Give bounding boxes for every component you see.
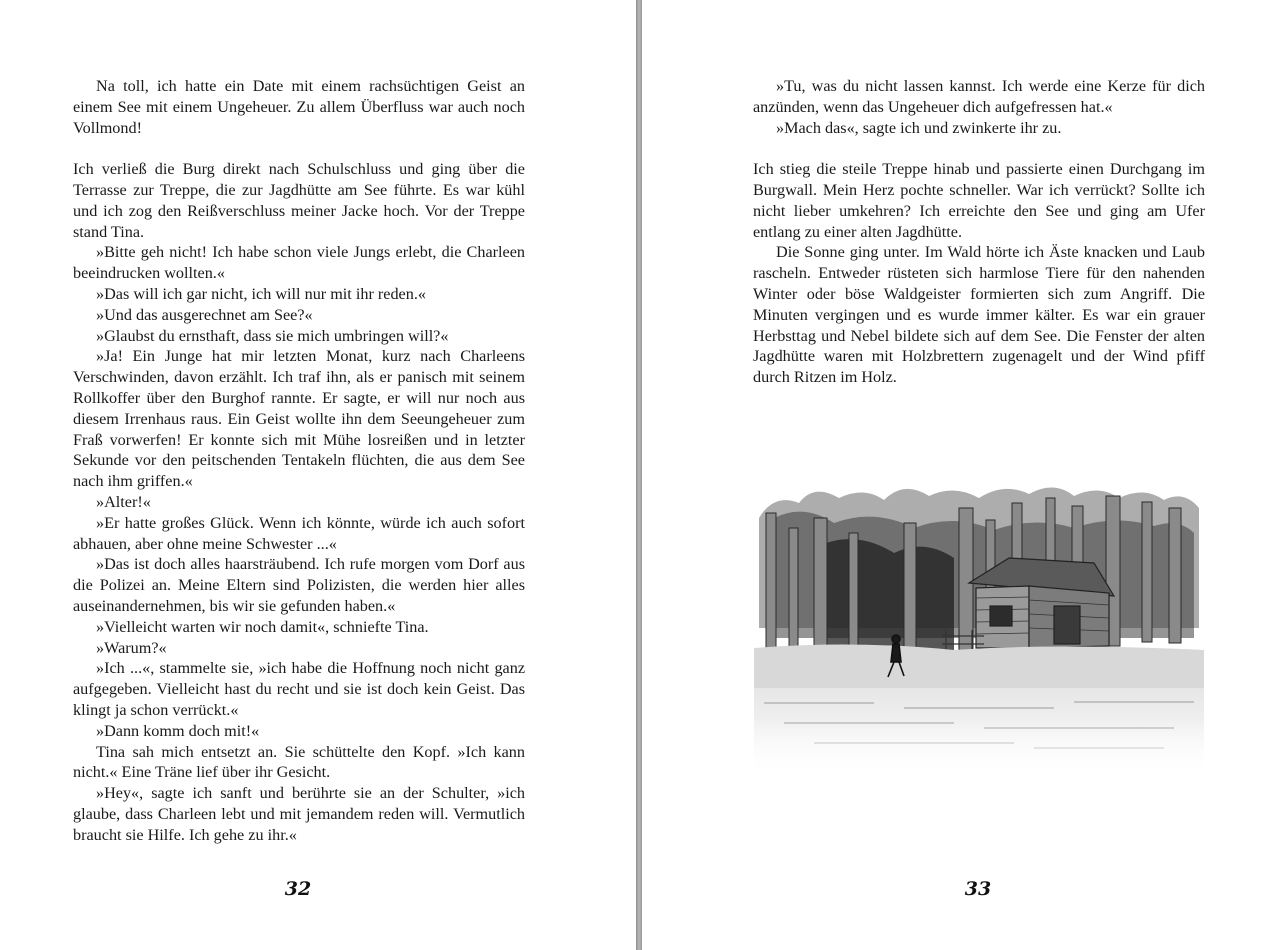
paragraph: »Und das ausgerechnet am See?« <box>96 305 313 324</box>
paragraph: Die Sonne ging unter. Im Wald hörte ich Äste knacken und Laub rascheln. Entweder rüsteten sich harmlose Tiere für den nahenden Winter oder böse Waldgeister formierten sich zum Angriff. Die Minuten vergingen und es wurde immer kälter. Es war ein grauer Herbsttag und Nebel bildete sich auf dem See. Die Fenster der alten Jagdhütte waren mit Holzbrettern zugenagelt und der Wind pfiff durch Ritzen im Holz. <box>753 243 1205 387</box>
paragraph: »Warum?« <box>96 638 167 657</box>
forest-cabin-drawing <box>754 478 1204 778</box>
paragraph: Na toll, ich hatte ein Date mit einem rachsüchtigen Geist an einem See mit einem Ungeheuer. Zu allem Überfluss war auch noch Vollmond! <box>73 77 525 137</box>
paragraph: »Bitte geh nicht! Ich habe schon viele Jungs erlebt, die Charleen beeindrucken wollten.« <box>73 243 525 283</box>
paragraph: »Ja! Ein Junge hat mir letzten Monat, kurz nach Charleens Verschwinden, davon erzählt. Ich traf ihn, als er panisch mit seinem Rollkoffer über den Burghof rannte. Er sagte, er will nur noch aus diesem Irrenhaus raus. Ein Geist wollte ihn dem Seeungeheuer zum Fraß vorwerfen! Er konnte sich mit Mühe losreißen und in letzter Sekunde vor den peitschenden Tentakeln flüchten, die aus dem See nach ihm griffen.« <box>73 347 525 491</box>
right-page <box>642 0 1270 950</box>
paragraph: »Hey«, sagte ich sanft und berührte sie an der Schulter, »ich glaube, dass Charleen lebt und mit jemandem reden will. Vermutlich braucht sie Hilfe. Ich gehe zu ihr.« <box>73 784 525 844</box>
paragraph: »Das will ich gar nicht, ich will nur mit ihr reden.« <box>96 284 426 303</box>
paragraph: Ich verließ die Burg direkt nach Schulschluss und ging über die Terrasse zur Treppe, die zur Jagdhütte am See führte. Es war kühl und ich zog den Reißverschluss meiner Jacke hoch. Vor der Treppe stand Tina. <box>73 160 525 241</box>
paragraph: »Mach das«, sagte ich und zwinkerte ihr zu. <box>776 118 1062 137</box>
dark-forest <box>814 539 954 653</box>
paragraph: »Dann komm doch mit!« <box>96 721 260 740</box>
paragraph: »Ich ...«, stammelte sie, »ich habe die Hoffnung noch nicht ganz aufgegeben. Vielleicht hast du recht und sie ist doch kein Geist. Das klingt ja schon verrückt.« <box>73 659 525 719</box>
page-number-left: 32 <box>284 878 312 900</box>
paragraph: »Alter!« <box>96 492 151 511</box>
forest-cabin-illustration <box>754 478 1204 778</box>
cabin <box>969 558 1114 648</box>
right-page-text <box>753 76 1205 388</box>
paragraph: »Tu, was du nicht lassen kannst. Ich werde eine Kerze für dich anzünden, wenn das Ungeheuer dich aufgefressen hat.« <box>753 77 1205 116</box>
paragraph: Tina sah mich entsetzt an. Sie schüttelte den Kopf. »Ich kann nicht.« Eine Träne lief über ihr Gesicht. <box>73 742 525 782</box>
paragraph: »Das ist doch alles haarsträubend. Ich rufe morgen vom Dorf aus die Polizei an. Meine Eltern sind Polizisten, die werden hier alles auseinandernehmen, bis wir sie gefunden haben.« <box>73 555 525 615</box>
left-page-text <box>73 76 525 845</box>
paragraph: »Er hatte großes Glück. Wenn ich könnte, würde ich auch sofort abhauen, aber ohne meine Schwester ...« <box>73 513 525 553</box>
paragraph: Ich stieg die steile Treppe hinab und passierte einen Durchgang im Burgwall. Mein Herz pochte schneller. War ich verrückt? Sollte ich nicht lieber umkehren? Ich erreichte den See und ging am Ufer entlang zu einer alten Jagdhütte. <box>753 160 1205 241</box>
paragraph: »Glaubst du ernsthaft, dass sie mich umbringen will?« <box>96 326 449 345</box>
page-number-right: 33 <box>964 878 992 900</box>
paragraph: »Vielleicht warten wir noch damit«, schniefte Tina. <box>96 617 429 636</box>
ground <box>754 644 1204 693</box>
